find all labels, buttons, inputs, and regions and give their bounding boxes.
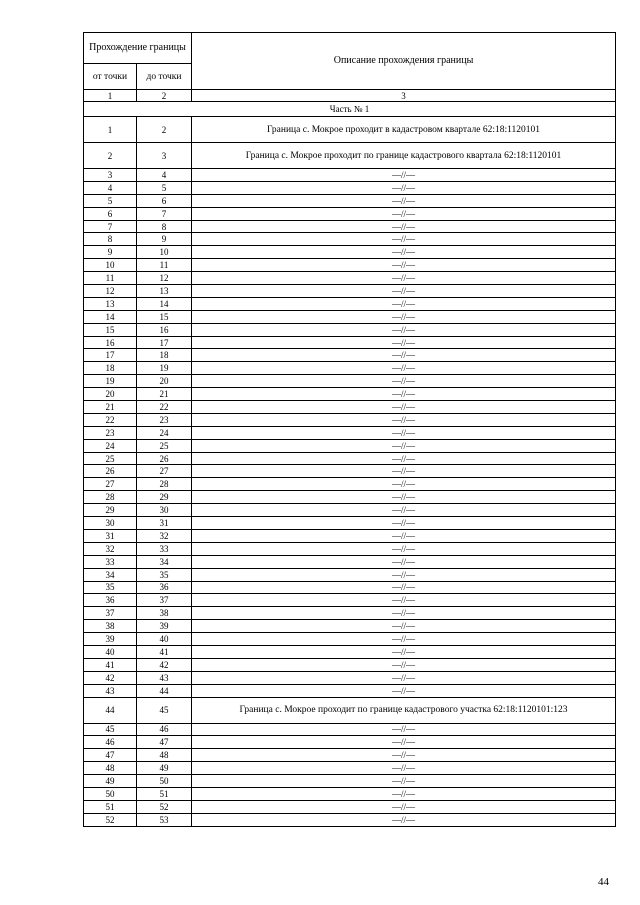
to-point-cell: 15 <box>137 310 192 323</box>
table-row <box>84 439 616 452</box>
from-point-cell: 48 <box>84 762 137 775</box>
column-number: 2 <box>137 90 192 102</box>
to-point-cell: 40 <box>137 633 192 646</box>
to-point-cell: 24 <box>137 426 192 439</box>
description-cell: —//— <box>192 465 616 478</box>
description-cell: —//— <box>192 181 616 194</box>
description-cell: —//— <box>192 517 616 530</box>
from-point-cell: 27 <box>84 478 137 491</box>
description-cell: —//— <box>192 233 616 246</box>
to-point-cell: 34 <box>137 555 192 568</box>
to-point-cell: 53 <box>137 813 192 826</box>
from-point-cell: 15 <box>84 323 137 336</box>
description-cell: —//— <box>192 671 616 684</box>
description-cell: —//— <box>192 478 616 491</box>
to-point-cell: 35 <box>137 568 192 581</box>
to-point-cell: 22 <box>137 401 192 414</box>
description-cell: —//— <box>192 388 616 401</box>
from-point-cell: 44 <box>84 697 137 723</box>
table-row <box>84 787 616 800</box>
from-point-cell: 36 <box>84 594 137 607</box>
to-point-cell: 5 <box>137 181 192 194</box>
description-cell: Граница с. Мокрое проходит по границе кадастрового квартала 62:18:1120101 <box>192 143 616 169</box>
table-row <box>84 349 616 362</box>
boundary-passage-header: Прохождение границы <box>84 33 192 64</box>
description-cell: —//— <box>192 723 616 736</box>
from-point-cell: 35 <box>84 581 137 594</box>
from-point-cell: 30 <box>84 517 137 530</box>
description-cell: —//— <box>192 749 616 762</box>
table-row <box>84 645 616 658</box>
description-cell: —//— <box>192 336 616 349</box>
table-row <box>84 723 616 736</box>
table-row <box>84 529 616 542</box>
to-point-header: до точки <box>137 64 192 90</box>
from-point-cell: 25 <box>84 452 137 465</box>
table-row <box>84 362 616 375</box>
table-row <box>84 478 616 491</box>
description-cell: —//— <box>192 529 616 542</box>
from-point-cell: 46 <box>84 736 137 749</box>
table-row <box>84 658 616 671</box>
description-cell: —//— <box>192 645 616 658</box>
from-point-cell: 14 <box>84 310 137 323</box>
from-point-cell: 12 <box>84 285 137 298</box>
from-point-cell: 37 <box>84 607 137 620</box>
table-row <box>84 143 616 169</box>
from-point-cell: 22 <box>84 413 137 426</box>
part-label: Часть № 1 <box>84 102 616 117</box>
from-point-cell: 26 <box>84 465 137 478</box>
to-point-cell: 37 <box>137 594 192 607</box>
table-row <box>84 426 616 439</box>
header-row <box>84 33 616 64</box>
description-cell: —//— <box>192 633 616 646</box>
table-row <box>84 607 616 620</box>
from-point-cell: 9 <box>84 246 137 259</box>
boundary-table <box>83 32 616 827</box>
description-cell: —//— <box>192 220 616 233</box>
to-point-cell: 31 <box>137 517 192 530</box>
from-point-cell: 8 <box>84 233 137 246</box>
to-point-cell: 6 <box>137 194 192 207</box>
table-row <box>84 285 616 298</box>
to-point-cell: 13 <box>137 285 192 298</box>
table-row <box>84 620 616 633</box>
from-point-cell: 20 <box>84 388 137 401</box>
from-point-cell: 24 <box>84 439 137 452</box>
description-cell: —//— <box>192 800 616 813</box>
table-row <box>84 555 616 568</box>
from-point-cell: 16 <box>84 336 137 349</box>
from-point-cell: 21 <box>84 401 137 414</box>
to-point-cell: 28 <box>137 478 192 491</box>
table-row <box>84 401 616 414</box>
to-point-cell: 8 <box>137 220 192 233</box>
description-cell: —//— <box>192 194 616 207</box>
description-cell: —//— <box>192 285 616 298</box>
to-point-cell: 45 <box>137 697 192 723</box>
description-cell: —//— <box>192 362 616 375</box>
description-cell: —//— <box>192 684 616 697</box>
table-row <box>84 697 616 723</box>
description-cell: —//— <box>192 775 616 788</box>
table-row <box>84 736 616 749</box>
to-point-cell: 52 <box>137 800 192 813</box>
table-row <box>84 581 616 594</box>
description-cell: —//— <box>192 542 616 555</box>
table-row <box>84 671 616 684</box>
description-cell: —//— <box>192 452 616 465</box>
description-cell: —//— <box>192 323 616 336</box>
from-point-cell: 23 <box>84 426 137 439</box>
from-point-cell: 11 <box>84 272 137 285</box>
description-cell: Граница с. Мокрое проходит по границе кадастрового участка 62:18:1120101:123 <box>192 697 616 723</box>
table-row <box>84 491 616 504</box>
to-point-cell: 44 <box>137 684 192 697</box>
to-point-cell: 7 <box>137 207 192 220</box>
table-row <box>84 272 616 285</box>
to-point-cell: 3 <box>137 143 192 169</box>
description-cell: —//— <box>192 555 616 568</box>
to-point-cell: 46 <box>137 723 192 736</box>
to-point-cell: 4 <box>137 169 192 182</box>
to-point-cell: 33 <box>137 542 192 555</box>
description-cell: —//— <box>192 439 616 452</box>
table-row <box>84 800 616 813</box>
to-point-cell: 20 <box>137 375 192 388</box>
table-row <box>84 297 616 310</box>
from-point-cell: 43 <box>84 684 137 697</box>
description-cell: —//— <box>192 310 616 323</box>
table-row <box>84 194 616 207</box>
table-row <box>84 233 616 246</box>
from-point-cell: 18 <box>84 362 137 375</box>
description-cell: —//— <box>192 762 616 775</box>
from-point-cell: 42 <box>84 671 137 684</box>
table-row <box>84 181 616 194</box>
to-point-cell: 43 <box>137 671 192 684</box>
description-cell: —//— <box>192 658 616 671</box>
to-point-cell: 42 <box>137 658 192 671</box>
table-row <box>84 413 616 426</box>
table-row <box>84 117 616 143</box>
table-row <box>84 504 616 517</box>
table-row <box>84 259 616 272</box>
to-point-cell: 16 <box>137 323 192 336</box>
from-point-cell: 5 <box>84 194 137 207</box>
to-point-cell: 51 <box>137 787 192 800</box>
from-point-cell: 7 <box>84 220 137 233</box>
to-point-cell: 29 <box>137 491 192 504</box>
to-point-cell: 10 <box>137 246 192 259</box>
table-row <box>84 323 616 336</box>
from-point-cell: 3 <box>84 169 137 182</box>
table-row <box>84 452 616 465</box>
table-row <box>84 568 616 581</box>
table-row <box>84 220 616 233</box>
page-number: 44 <box>598 876 609 888</box>
from-point-cell: 40 <box>84 645 137 658</box>
description-cell: —//— <box>192 504 616 517</box>
to-point-cell: 12 <box>137 272 192 285</box>
to-point-cell: 11 <box>137 259 192 272</box>
table-row <box>84 775 616 788</box>
description-cell: —//— <box>192 736 616 749</box>
column-number-row <box>84 90 616 102</box>
from-point-cell: 29 <box>84 504 137 517</box>
table-row <box>84 594 616 607</box>
from-point-cell: 28 <box>84 491 137 504</box>
description-cell: —//— <box>192 259 616 272</box>
description-cell: —//— <box>192 297 616 310</box>
to-point-cell: 41 <box>137 645 192 658</box>
to-point-cell: 47 <box>137 736 192 749</box>
from-point-cell: 38 <box>84 620 137 633</box>
table-row <box>84 813 616 826</box>
from-point-cell: 41 <box>84 658 137 671</box>
to-point-cell: 36 <box>137 581 192 594</box>
from-point-cell: 52 <box>84 813 137 826</box>
column-number: 3 <box>192 90 616 102</box>
from-point-cell: 47 <box>84 749 137 762</box>
from-point-cell: 1 <box>84 117 137 143</box>
from-point-cell: 19 <box>84 375 137 388</box>
table-row <box>84 246 616 259</box>
to-point-cell: 23 <box>137 413 192 426</box>
description-cell: —//— <box>192 620 616 633</box>
description-cell: —//— <box>192 207 616 220</box>
table-row <box>84 310 616 323</box>
from-point-cell: 51 <box>84 800 137 813</box>
to-point-cell: 38 <box>137 607 192 620</box>
table-row <box>84 336 616 349</box>
table-row <box>84 388 616 401</box>
description-cell: —//— <box>192 426 616 439</box>
description-cell: —//— <box>192 813 616 826</box>
column-number: 1 <box>84 90 137 102</box>
from-point-cell: 17 <box>84 349 137 362</box>
description-cell: —//— <box>192 272 616 285</box>
description-cell: —//— <box>192 581 616 594</box>
from-point-cell: 6 <box>84 207 137 220</box>
description-cell: Граница с. Мокрое проходит в кадастровом квартале 62:18:1120101 <box>192 117 616 143</box>
to-point-cell: 21 <box>137 388 192 401</box>
table-row <box>84 465 616 478</box>
from-point-cell: 32 <box>84 542 137 555</box>
table-row <box>84 633 616 646</box>
part-row <box>84 102 616 117</box>
table-row <box>84 375 616 388</box>
to-point-cell: 19 <box>137 362 192 375</box>
table-row <box>84 684 616 697</box>
to-point-cell: 39 <box>137 620 192 633</box>
from-point-cell: 34 <box>84 568 137 581</box>
from-point-cell: 33 <box>84 555 137 568</box>
table-row <box>84 762 616 775</box>
description-cell: —//— <box>192 169 616 182</box>
to-point-cell: 9 <box>137 233 192 246</box>
from-point-cell: 50 <box>84 787 137 800</box>
to-point-cell: 25 <box>137 439 192 452</box>
from-point-cell: 49 <box>84 775 137 788</box>
description-cell: —//— <box>192 401 616 414</box>
table-row <box>84 542 616 555</box>
table-row <box>84 169 616 182</box>
from-point-cell: 45 <box>84 723 137 736</box>
from-point-cell: 31 <box>84 529 137 542</box>
description-cell: —//— <box>192 491 616 504</box>
description-cell: —//— <box>192 246 616 259</box>
to-point-cell: 14 <box>137 297 192 310</box>
to-point-cell: 18 <box>137 349 192 362</box>
description-cell: —//— <box>192 594 616 607</box>
to-point-cell: 17 <box>137 336 192 349</box>
to-point-cell: 49 <box>137 762 192 775</box>
to-point-cell: 26 <box>137 452 192 465</box>
from-point-cell: 4 <box>84 181 137 194</box>
from-point-header: от точки <box>84 64 137 90</box>
to-point-cell: 50 <box>137 775 192 788</box>
to-point-cell: 27 <box>137 465 192 478</box>
description-header: Описание прохождения границы <box>192 33 616 90</box>
from-point-cell: 13 <box>84 297 137 310</box>
description-cell: —//— <box>192 787 616 800</box>
to-point-cell: 2 <box>137 117 192 143</box>
description-cell: —//— <box>192 413 616 426</box>
table-row <box>84 517 616 530</box>
table-row <box>84 207 616 220</box>
description-cell: —//— <box>192 568 616 581</box>
from-point-cell: 39 <box>84 633 137 646</box>
description-cell: —//— <box>192 349 616 362</box>
description-cell: —//— <box>192 375 616 388</box>
to-point-cell: 48 <box>137 749 192 762</box>
from-point-cell: 10 <box>84 259 137 272</box>
table-row <box>84 749 616 762</box>
description-cell: —//— <box>192 607 616 620</box>
to-point-cell: 32 <box>137 529 192 542</box>
to-point-cell: 30 <box>137 504 192 517</box>
from-point-cell: 2 <box>84 143 137 169</box>
